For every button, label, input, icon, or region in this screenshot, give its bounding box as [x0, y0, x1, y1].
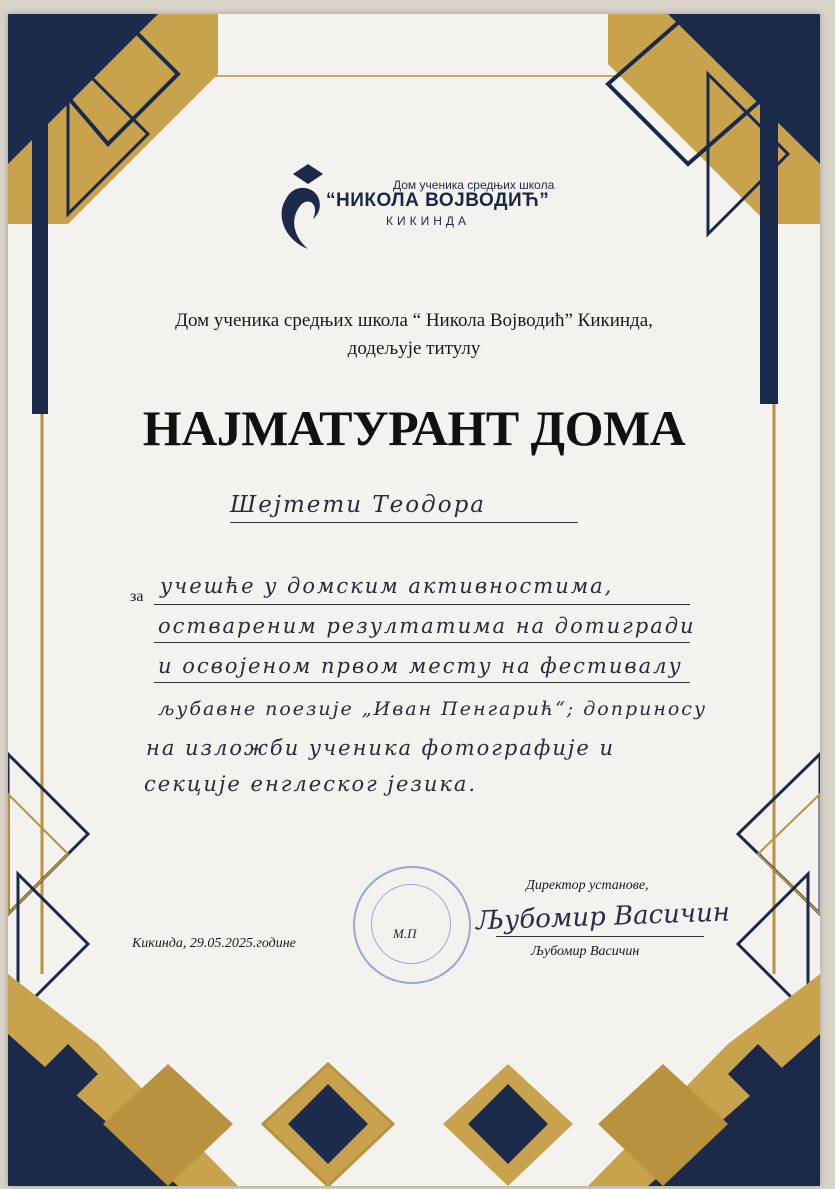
reason-line-1: учешће у домским активностима,: [160, 574, 614, 598]
official-stamp: [353, 866, 471, 984]
director-name: Љубомир Васичин: [531, 944, 640, 959]
issue-date: Кикинда, 29.05.2025.године: [132, 936, 296, 951]
logo-org-name: “НИКОЛА ВОЈВОДИЋ”: [326, 190, 550, 211]
reason-line-4: љубавне поезије „Иван Пенгарић“; доприносу: [158, 698, 707, 720]
logo-emblem: [282, 164, 323, 249]
logo-city: КИКИНДА: [386, 214, 471, 228]
logo-org-small: Дом ученика средњих школа: [393, 178, 555, 192]
reason-underline-2: [154, 642, 690, 643]
reason-line-3: и освојеном првом месту на фестивалу: [158, 654, 683, 678]
director-label: Директор установе,: [526, 878, 649, 893]
awardee-name: Шејтети Теодора: [230, 492, 487, 518]
director-signature: Љубомир Васичин: [475, 897, 731, 937]
awardee-underline: [230, 522, 578, 523]
certificate-page: [8, 14, 820, 1186]
certificate-title: НАЈМАТУРАНТ ДОМА: [142, 400, 686, 456]
stamp-label: М.П: [393, 926, 417, 941]
reason-line-2: оствареним резултатима на дотигради: [158, 614, 696, 638]
reason-underline-1: [154, 604, 690, 605]
intro-line-2: додељује титулу: [347, 338, 481, 359]
reason-line-5: на изложби ученика фотографије и: [146, 736, 615, 760]
reason-line-6: секције енглеског језика.: [144, 772, 478, 796]
signature-line: [496, 936, 704, 937]
reason-prefix: за: [130, 588, 144, 605]
intro-line-1: Дом ученика средњих школа “ Никола Војводић” Кикинда,: [175, 310, 653, 331]
reason-underline-3: [154, 682, 690, 683]
